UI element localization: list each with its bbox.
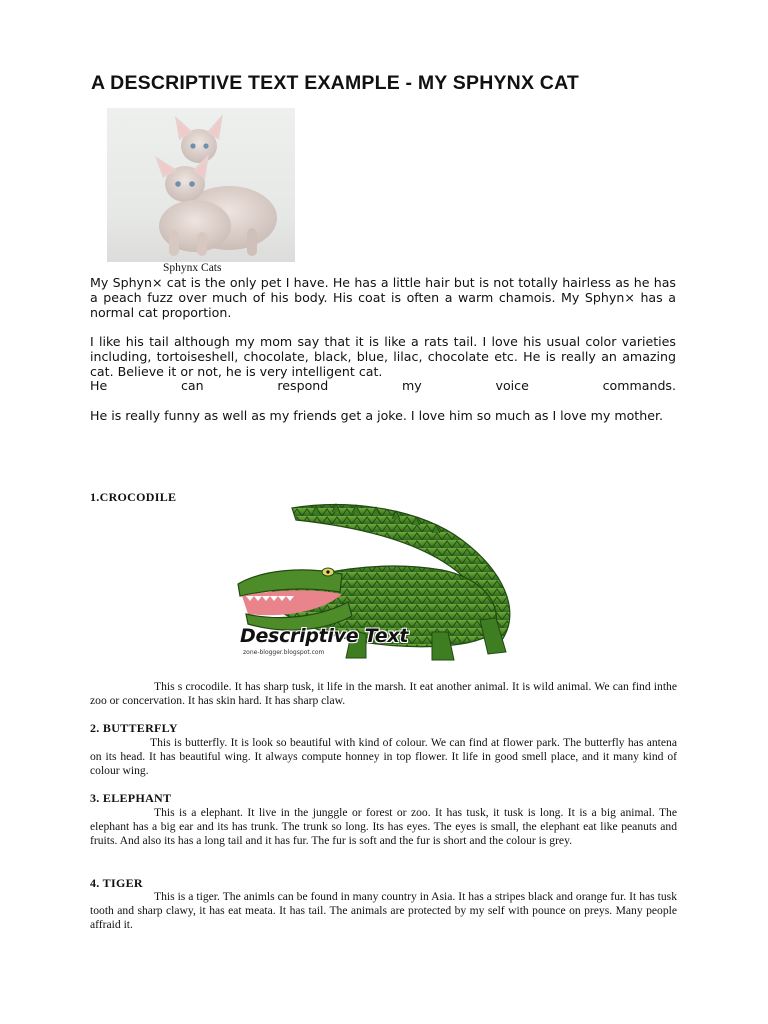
crocodile-image-url: zone-blogger.blogspot.com (243, 649, 325, 656)
sphynx-cats-photo (107, 108, 295, 262)
elephant-heading: 3. ELEPHANT (90, 791, 172, 805)
photo-caption: Sphynx Cats (163, 262, 222, 274)
cat-paragraph-2 (90, 335, 676, 394)
cat-paragraph-2-last-line: He can respond my voice commands. (90, 378, 676, 394)
crocodile-image-banner: Descriptive Text (240, 625, 409, 647)
crocodile-heading: 1.CROCODILE (90, 490, 177, 504)
butterfly-heading: 2. BUTTERFLY (90, 721, 178, 735)
cat-paragraph-1: My Sphyn× cat is the only pet I have. He has a little hair but is not totally hairless as he has a peach fuzz over much of his body. His coat is often a warm chamois. My Sphyn× has a normal cat proportion. (90, 275, 676, 320)
elephant-text: This is a elephant. It live in the junggle or forest or zoo. It has tusk, it tusk is long. It is a big animal. The elephant has a big ear and its has trunk. The trunk so long. Its has eyes. The eyes is small, the elephant eat like peanuts and fruits. And also its has a long tail and it has fur. The fur is soft and the fur is short and the colour is grey. (90, 806, 677, 848)
tiger-text: This is a tiger. The animls can be found in many country in Asia. It has a stripes black and orange fur. It has tusk tooth and sharp clawy, it has eat meata. It has tail. The animals are protected by my self with pounce on preys. Many people affraid it. (90, 890, 677, 932)
cat-paragraph-2-text: I like his tail although my mom say that it is like a rats tail. I love his usual color varieties including, tortoiseshell, chocolate, black, blue, lilac, chocolate etc. He is really an amazing cat. Believe it or not, he is very intelligent cat. (90, 334, 676, 379)
document-title: A DESCRIPTIVE TEXT EXAMPLE - MY SPHYNX CAT (91, 72, 580, 94)
cat-paragraph-3: He is really funny as well as my friends get a joke. I love him so much as I love my mother. (90, 408, 663, 423)
tiger-heading: 4. TIGER (90, 876, 143, 890)
butterfly-text: This is butterfly. It is look so beautiful with kind of colour. We can find at flower park. The butterfly has antena on its head. It has beautiful wing. It always compute honney in top flower. It life in good smell place, and it many kind of colour wing. (90, 736, 677, 778)
crocodile-text: This s crocodile. It has sharp tusk, it life in the marsh. It eat another animal. It is wild animal. We can find inthe zoo or concervation. It has skin hard. It has sharp claw. (90, 680, 677, 708)
